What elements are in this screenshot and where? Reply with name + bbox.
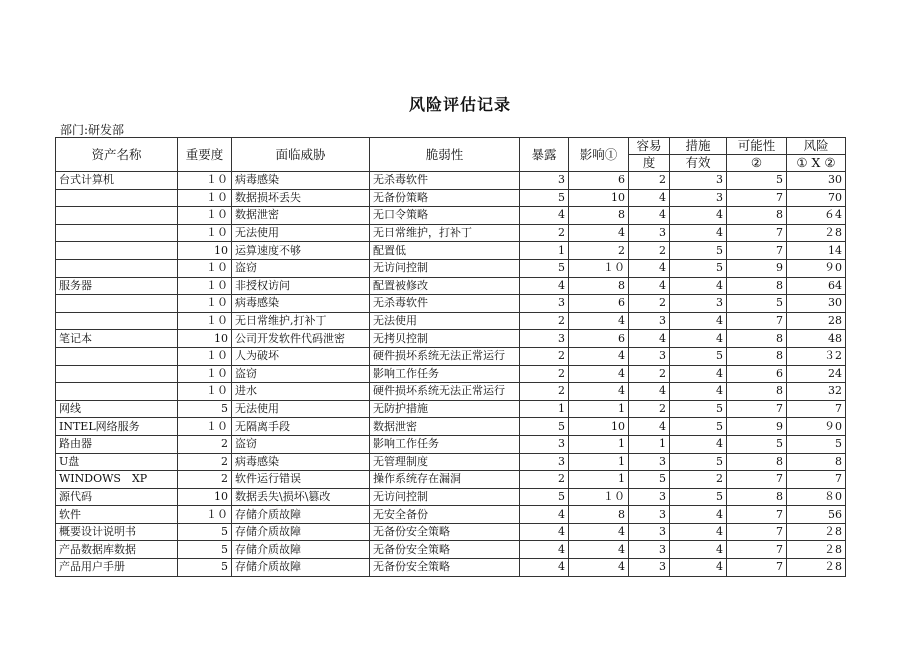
cell-threat: 病毒感染 xyxy=(232,295,370,313)
table-row xyxy=(56,295,846,313)
cell-possibility: 5 xyxy=(727,435,787,453)
cell-importance: １０ xyxy=(178,277,232,295)
cell-exposure: 4 xyxy=(520,207,569,225)
cell-risk: 7 xyxy=(787,471,846,489)
cell-threat: 运算速度不够 xyxy=(232,242,370,260)
cell-measure: 5 xyxy=(670,418,727,436)
header-measure-line1: 措施 xyxy=(670,138,727,155)
cell-threat: 盗窃 xyxy=(232,365,370,383)
cell-ease: 4 xyxy=(629,189,670,207)
cell-risk: ６4 xyxy=(787,207,846,225)
cell-ease: 5 xyxy=(629,471,670,489)
cell-vulnerability: 配置被修改 xyxy=(370,277,520,295)
cell-impact: 4 xyxy=(569,383,629,401)
cell-ease: 4 xyxy=(629,418,670,436)
cell-risk: 7 xyxy=(787,400,846,418)
cell-risk: 32 xyxy=(787,383,846,401)
table-body xyxy=(56,172,846,577)
cell-measure: 4 xyxy=(670,277,727,295)
cell-importance: 5 xyxy=(178,523,232,541)
cell-exposure: 4 xyxy=(520,277,569,295)
cell-impact: 1 xyxy=(569,453,629,471)
cell-impact: １０ xyxy=(569,488,629,506)
cell-asset: 概要设计说明书 xyxy=(56,523,178,541)
cell-asset: 源代码 xyxy=(56,488,178,506)
cell-possibility: 8 xyxy=(727,330,787,348)
cell-asset xyxy=(56,383,178,401)
cell-risk: 30 xyxy=(787,172,846,190)
cell-threat: 病毒感染 xyxy=(232,453,370,471)
cell-asset: 网线 xyxy=(56,400,178,418)
cell-threat: 软件运行错误 xyxy=(232,471,370,489)
header-ease-line1: 容易 xyxy=(629,138,670,155)
cell-measure: 5 xyxy=(670,242,727,260)
cell-impact: 4 xyxy=(569,224,629,242)
cell-ease: 3 xyxy=(629,523,670,541)
cell-exposure: 4 xyxy=(520,523,569,541)
cell-vulnerability: 无访问控制 xyxy=(370,488,520,506)
header-risk-line2: ① X ② xyxy=(787,155,846,172)
cell-possibility: 7 xyxy=(727,506,787,524)
cell-risk: 48 xyxy=(787,330,846,348)
cell-impact: 8 xyxy=(569,277,629,295)
cell-possibility: 8 xyxy=(727,207,787,225)
cell-risk: 30 xyxy=(787,295,846,313)
cell-possibility: 7 xyxy=(727,312,787,330)
cell-importance: 5 xyxy=(178,559,232,577)
cell-risk: ８0 xyxy=(787,488,846,506)
cell-ease: 3 xyxy=(629,347,670,365)
cell-importance: 10 xyxy=(178,488,232,506)
cell-vulnerability: 配置低 xyxy=(370,242,520,260)
cell-impact: 4 xyxy=(569,559,629,577)
cell-asset: U盘 xyxy=(56,453,178,471)
table-row xyxy=(56,259,846,277)
cell-risk: 14 xyxy=(787,242,846,260)
cell-ease: 2 xyxy=(629,365,670,383)
cell-asset: WINDOWS XP xyxy=(56,471,178,489)
cell-risk: ２8 xyxy=(787,559,846,577)
table-row xyxy=(56,365,846,383)
cell-importance: 10 xyxy=(178,242,232,260)
cell-risk: ９0 xyxy=(787,418,846,436)
header-risk-line1: 风险 xyxy=(787,138,846,155)
cell-importance: １０ xyxy=(178,418,232,436)
cell-risk: 24 xyxy=(787,365,846,383)
cell-asset: 台式计算机 xyxy=(56,172,178,190)
cell-possibility: 8 xyxy=(727,453,787,471)
page-title: 风险评估记录 xyxy=(408,95,511,114)
cell-ease: 3 xyxy=(629,312,670,330)
cell-measure: 4 xyxy=(670,207,727,225)
cell-exposure: 3 xyxy=(520,453,569,471)
cell-exposure: 3 xyxy=(520,435,569,453)
cell-asset xyxy=(56,242,178,260)
cell-vulnerability: 无拷贝控制 xyxy=(370,330,520,348)
cell-vulnerability: 无访问控制 xyxy=(370,259,520,277)
cell-impact: 6 xyxy=(569,295,629,313)
cell-ease: 4 xyxy=(629,259,670,277)
cell-risk: ９0 xyxy=(787,259,846,277)
cell-importance: １０ xyxy=(178,259,232,277)
cell-asset xyxy=(56,365,178,383)
cell-threat: 数据丢失\损坏\篡改 xyxy=(232,488,370,506)
cell-ease: 3 xyxy=(629,224,670,242)
table-row xyxy=(56,435,846,453)
header-measure-line2: 有效 xyxy=(670,155,727,172)
cell-asset xyxy=(56,189,178,207)
cell-threat: 盗窃 xyxy=(232,435,370,453)
cell-measure: 3 xyxy=(670,295,727,313)
cell-importance: １０ xyxy=(178,312,232,330)
cell-exposure: 2 xyxy=(520,224,569,242)
cell-risk: ２8 xyxy=(787,523,846,541)
cell-importance: １０ xyxy=(178,295,232,313)
department-label: 部门:研发部 xyxy=(60,123,125,137)
cell-measure: 5 xyxy=(670,453,727,471)
cell-threat: 非授权访问 xyxy=(232,277,370,295)
cell-risk: 28 xyxy=(787,312,846,330)
cell-ease: 1 xyxy=(629,435,670,453)
cell-asset: 服务器 xyxy=(56,277,178,295)
cell-impact: 10 xyxy=(569,418,629,436)
cell-possibility: 8 xyxy=(727,277,787,295)
cell-importance: 2 xyxy=(178,453,232,471)
cell-ease: 3 xyxy=(629,541,670,559)
cell-ease: 4 xyxy=(629,383,670,401)
cell-asset xyxy=(56,259,178,277)
table-row xyxy=(56,559,846,577)
table-row xyxy=(56,453,846,471)
cell-possibility: 7 xyxy=(727,471,787,489)
cell-asset xyxy=(56,295,178,313)
cell-vulnerability: 操作系统存在漏洞 xyxy=(370,471,520,489)
cell-risk: ３2 xyxy=(787,347,846,365)
table-row xyxy=(56,347,846,365)
cell-exposure: 4 xyxy=(520,559,569,577)
cell-exposure: 5 xyxy=(520,259,569,277)
table-row xyxy=(56,383,846,401)
cell-exposure: 1 xyxy=(520,242,569,260)
cell-asset: 产品数据库数据 xyxy=(56,541,178,559)
cell-ease: 2 xyxy=(629,400,670,418)
cell-threat: 数据损坏丢失 xyxy=(232,189,370,207)
cell-impact: 4 xyxy=(569,365,629,383)
cell-impact: 10 xyxy=(569,189,629,207)
cell-vulnerability: 无防护措施 xyxy=(370,400,520,418)
cell-ease: 2 xyxy=(629,295,670,313)
cell-measure: 4 xyxy=(670,224,727,242)
table-header xyxy=(56,138,846,172)
cell-vulnerability: 无杀毒软件 xyxy=(370,295,520,313)
cell-exposure: 2 xyxy=(520,365,569,383)
table-row xyxy=(56,224,846,242)
cell-risk: 5 xyxy=(787,435,846,453)
cell-threat: 进水 xyxy=(232,383,370,401)
table-row xyxy=(56,418,846,436)
cell-vulnerability: 影响工作任务 xyxy=(370,435,520,453)
cell-possibility: 6 xyxy=(727,365,787,383)
cell-measure: 4 xyxy=(670,330,727,348)
cell-threat: 人为破坏 xyxy=(232,347,370,365)
cell-vulnerability: 影响工作任务 xyxy=(370,365,520,383)
cell-threat: 存储介质故障 xyxy=(232,541,370,559)
header-exposure: 暴露 xyxy=(520,138,569,172)
cell-measure: 4 xyxy=(670,541,727,559)
cell-impact: 6 xyxy=(569,172,629,190)
cell-risk: 70 xyxy=(787,189,846,207)
cell-impact: 8 xyxy=(569,207,629,225)
cell-vulnerability: 无杀毒软件 xyxy=(370,172,520,190)
cell-ease: 2 xyxy=(629,242,670,260)
header-importance: 重要度 xyxy=(178,138,232,172)
cell-impact: 8 xyxy=(569,506,629,524)
table-row xyxy=(56,506,846,524)
cell-exposure: 2 xyxy=(520,347,569,365)
cell-impact: 1 xyxy=(569,435,629,453)
cell-measure: 5 xyxy=(670,347,727,365)
header-possibility-line2: ② xyxy=(727,155,787,172)
cell-impact: 2 xyxy=(569,242,629,260)
cell-asset xyxy=(56,312,178,330)
cell-vulnerability: 无口令策略 xyxy=(370,207,520,225)
cell-importance: 2 xyxy=(178,435,232,453)
cell-exposure: 1 xyxy=(520,400,569,418)
cell-impact: 4 xyxy=(569,523,629,541)
cell-importance: １０ xyxy=(178,383,232,401)
cell-possibility: 8 xyxy=(727,488,787,506)
cell-importance: １０ xyxy=(178,224,232,242)
cell-possibility: 5 xyxy=(727,172,787,190)
cell-asset: 产品用户手册 xyxy=(56,559,178,577)
cell-possibility: 9 xyxy=(727,418,787,436)
cell-possibility: 8 xyxy=(727,347,787,365)
cell-measure: 4 xyxy=(670,435,727,453)
cell-measure: 4 xyxy=(670,383,727,401)
cell-exposure: 2 xyxy=(520,383,569,401)
cell-ease: 2 xyxy=(629,172,670,190)
cell-exposure: 4 xyxy=(520,506,569,524)
cell-vulnerability: 无日常维护，打补丁 xyxy=(370,224,520,242)
cell-possibility: 8 xyxy=(727,383,787,401)
cell-risk: ２8 xyxy=(787,541,846,559)
cell-threat: 公司开发软件代码泄密 xyxy=(232,330,370,348)
cell-vulnerability: 无法使用 xyxy=(370,312,520,330)
cell-asset xyxy=(56,224,178,242)
cell-measure: 2 xyxy=(670,471,727,489)
cell-ease: 3 xyxy=(629,506,670,524)
cell-measure: 4 xyxy=(670,365,727,383)
risk-assessment-table xyxy=(55,137,846,577)
table-row xyxy=(56,172,846,190)
table-row xyxy=(56,541,846,559)
cell-measure: 5 xyxy=(670,259,727,277)
table-row xyxy=(56,330,846,348)
cell-possibility: 7 xyxy=(727,189,787,207)
cell-measure: 4 xyxy=(670,559,727,577)
cell-threat: 存储介质故障 xyxy=(232,559,370,577)
cell-vulnerability: 无安全备份 xyxy=(370,506,520,524)
cell-measure: 4 xyxy=(670,523,727,541)
cell-vulnerability: 无备份策略 xyxy=(370,189,520,207)
cell-possibility: 9 xyxy=(727,259,787,277)
cell-impact: 1 xyxy=(569,400,629,418)
cell-ease: 4 xyxy=(629,277,670,295)
table-row xyxy=(56,523,846,541)
cell-risk: 8 xyxy=(787,453,846,471)
cell-asset xyxy=(56,207,178,225)
cell-threat: 无隔离手段 xyxy=(232,418,370,436)
cell-possibility: 7 xyxy=(727,224,787,242)
cell-possibility: 5 xyxy=(727,295,787,313)
cell-impact: １０ xyxy=(569,259,629,277)
cell-vulnerability: 无管理制度 xyxy=(370,453,520,471)
cell-threat: 数据泄密 xyxy=(232,207,370,225)
cell-possibility: 7 xyxy=(727,242,787,260)
table-row xyxy=(56,207,846,225)
cell-impact: 4 xyxy=(569,541,629,559)
cell-measure: 5 xyxy=(670,400,727,418)
cell-vulnerability: 无备份安全策略 xyxy=(370,523,520,541)
cell-importance: 2 xyxy=(178,471,232,489)
cell-importance: １０ xyxy=(178,347,232,365)
cell-threat: 无法使用 xyxy=(232,224,370,242)
cell-measure: 3 xyxy=(670,172,727,190)
cell-threat: 盗窃 xyxy=(232,259,370,277)
table-row xyxy=(56,400,846,418)
table-row xyxy=(56,242,846,260)
cell-importance: １０ xyxy=(178,365,232,383)
cell-threat: 存储介质故障 xyxy=(232,506,370,524)
cell-asset: 软件 xyxy=(56,506,178,524)
cell-measure: 4 xyxy=(670,506,727,524)
cell-possibility: 7 xyxy=(727,559,787,577)
cell-risk: 64 xyxy=(787,277,846,295)
header-possibility-line1: 可能性 xyxy=(727,138,787,155)
cell-exposure: 3 xyxy=(520,295,569,313)
cell-possibility: 7 xyxy=(727,400,787,418)
cell-threat: 无法使用 xyxy=(232,400,370,418)
cell-asset xyxy=(56,347,178,365)
header-vulnerability: 脆弱性 xyxy=(370,138,520,172)
cell-impact: 1 xyxy=(569,471,629,489)
table-row xyxy=(56,488,846,506)
header-asset: 资产名称 xyxy=(56,138,178,172)
header-threat: 面临威胁 xyxy=(232,138,370,172)
cell-exposure: 4 xyxy=(520,541,569,559)
cell-measure: 4 xyxy=(670,312,727,330)
cell-threat: 无日常维护,打补丁 xyxy=(232,312,370,330)
cell-ease: 4 xyxy=(629,207,670,225)
header-impact: 影响① xyxy=(569,138,629,172)
header-ease-line2: 度 xyxy=(629,155,670,172)
cell-possibility: 7 xyxy=(727,541,787,559)
cell-measure: 3 xyxy=(670,189,727,207)
cell-threat: 病毒感染 xyxy=(232,172,370,190)
table-row xyxy=(56,312,846,330)
cell-exposure: 3 xyxy=(520,172,569,190)
cell-risk: ２8 xyxy=(787,224,846,242)
cell-importance: 5 xyxy=(178,541,232,559)
cell-exposure: 5 xyxy=(520,418,569,436)
cell-ease: 3 xyxy=(629,559,670,577)
cell-vulnerability: 无备份安全策略 xyxy=(370,541,520,559)
table-row xyxy=(56,471,846,489)
cell-measure: 5 xyxy=(670,488,727,506)
cell-vulnerability: 硬件损坏系统无法正常运行 xyxy=(370,383,520,401)
cell-importance: １０ xyxy=(178,207,232,225)
cell-threat: 存储介质故障 xyxy=(232,523,370,541)
cell-exposure: 2 xyxy=(520,312,569,330)
cell-vulnerability: 硬件损坏系统无法正常运行 xyxy=(370,347,520,365)
cell-asset: 路由器 xyxy=(56,435,178,453)
cell-vulnerability: 无备份安全策略 xyxy=(370,559,520,577)
cell-importance: １０ xyxy=(178,189,232,207)
cell-vulnerability: 数据泄密 xyxy=(370,418,520,436)
cell-importance: 10 xyxy=(178,330,232,348)
cell-importance: １０ xyxy=(178,172,232,190)
cell-risk: 56 xyxy=(787,506,846,524)
cell-impact: 4 xyxy=(569,312,629,330)
cell-asset: INTEL网络服务 xyxy=(56,418,178,436)
cell-impact: 4 xyxy=(569,347,629,365)
cell-possibility: 7 xyxy=(727,523,787,541)
cell-importance: １０ xyxy=(178,506,232,524)
cell-exposure: 5 xyxy=(520,488,569,506)
cell-impact: 6 xyxy=(569,330,629,348)
cell-exposure: 5 xyxy=(520,189,569,207)
cell-exposure: 2 xyxy=(520,471,569,489)
cell-asset: 笔记本 xyxy=(56,330,178,348)
cell-ease: 3 xyxy=(629,453,670,471)
cell-exposure: 3 xyxy=(520,330,569,348)
table-row xyxy=(56,189,846,207)
cell-ease: 3 xyxy=(629,488,670,506)
cell-importance: 5 xyxy=(178,400,232,418)
cell-ease: 4 xyxy=(629,330,670,348)
table-row xyxy=(56,277,846,295)
